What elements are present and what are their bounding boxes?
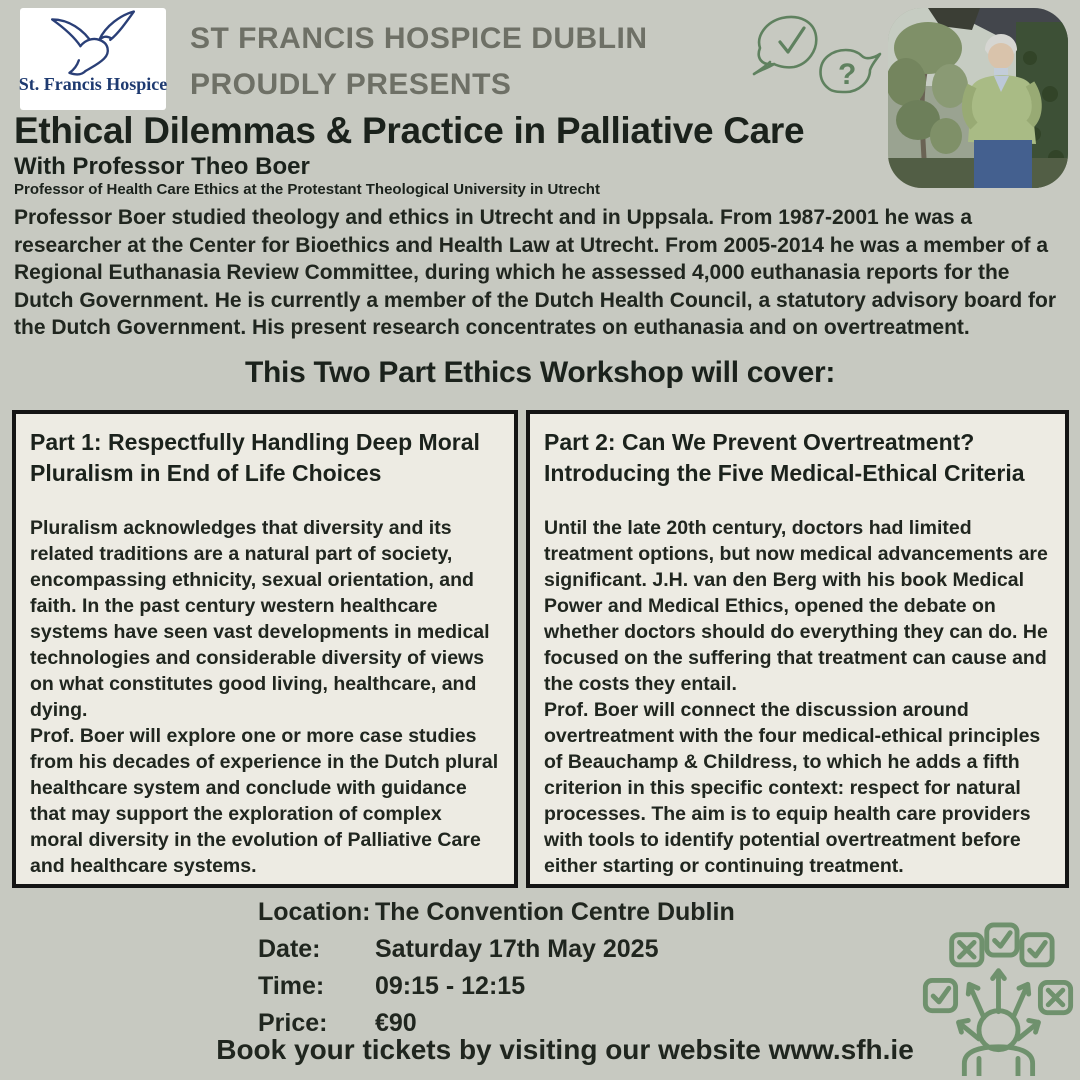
part1-paragraph-2: Prof. Boer will explore one or more case studies from his decades of experience in the Dutch plural healthcare system and conclude with guidance that may support the exploration of complex moral diversity in the evolution of Palliative Care and healthcare systems. [30,725,499,877]
person-outline [964,1011,1032,1076]
hospice-logo [20,8,166,110]
date-value: Saturday 17th May 2025 [375,935,659,963]
time-label: Time: [258,972,325,1000]
detail-row-date [258,931,735,968]
part2-body [544,515,1051,879]
price-value: €90 [375,1009,417,1037]
checkbox-upperright-check-icon [1022,935,1052,965]
question-glyph: ? [838,58,857,91]
part2-paragraph-1: Until the late 20th century, doctors had limited treatment options, but now medical advancements are significant. J.H. van den Berg with his book Medical Power and Medical Ethics, opened the debate on whether doctors should do everything they can do. He focused on the suffering that treatment can cause and the costs they entail. [544,517,1048,695]
presents-line1: ST FRANCIS HOSPICE DUBLIN [190,22,648,55]
part1-title: Part 1: Respectfully Handling Deep Moral Pluralism in End of Life Choices [30,429,480,486]
date-label: Date: [258,935,321,963]
check-bubble-icon [754,17,816,74]
checkbox-top-check-icon [987,925,1017,955]
part2-title: Part 2: Can We Prevent Overtreatment? Introducing the Five Medical-Ethical Criteria [544,429,1025,486]
checkbox-left-check-icon [925,980,955,1010]
decision-person-icon [922,920,1074,1076]
arrows [959,971,1039,1039]
part1-body [30,515,500,879]
dove-icon [37,10,149,76]
bio-paragraph: Professor Boer studied theology and ethics in Utrecht and in Uppsala. From 1987-2001 he was a researcher at the Center for Bioethics and Health Law at Utrecht. From 2005-2014 he was a member of a Regional Euthanasia Review Committee, during which he assessed 4,000 euthanasia reports for the Dutch Government. He is currently a member of the Dutch Health Council, a statutory advisory board for the Dutch Government. His present research concentrates on euthanasia and on overtreatment. [14,206,1057,339]
part1-paragraph-1: Pluralism acknowledges that diversity and its related traditions are a natural part of society, encompassing ethnicity, sexual orientation, and faith. In the past century western healthcare systems have seen vast developments in medical technologies and considerable diversity of views on what constitutes good living, healthcare, and dying. [30,517,490,721]
poster-role-line: Professor of Health Care Ethics at the Protestant Theological University in Utrecht [14,181,600,198]
professor-photo [888,8,1068,188]
location-value: The Convention Centre Dublin [375,898,735,926]
question-bubble-icon [821,50,881,92]
presents-heading [190,16,648,108]
poster-title: Ethical Dilemmas & Practice in Palliative Care [14,110,805,151]
checkbox-upperleft-x-icon [952,935,982,965]
part2-box [526,410,1069,888]
price-label: Price: [258,1009,328,1037]
check-question-bubbles [752,8,882,108]
workshop-heading: This Two Part Ethics Workshop will cover: [244,356,836,389]
booking-cta: Book your tickets by visiting our website www.sfh.ie [216,1034,914,1065]
event-details [258,894,735,1042]
logo-wordmark: St. Francis Hospice [18,74,168,94]
part2-paragraph-2: Prof. Boer will connect the discussion around overtreatment with the four medical-ethical principles of Beauchamp & Childress, to which he adds a fifth criterion in this specific context: respect for natural processes. The aim is to equip health care providers with tools to identify potential overtreatment before either starting or continuing treatment. [544,699,1041,877]
checkbox-right-x-icon [1040,982,1070,1012]
location-label: Location: [258,898,371,926]
part1-box [12,410,518,888]
detail-row-location [258,894,735,931]
poster-subtitle: With Professor Theo Boer [14,153,310,180]
time-value: 09:15 - 12:15 [375,972,526,1000]
detail-row-time [258,968,735,1005]
presents-line2: PROUDLY PRESENTS [190,68,512,101]
